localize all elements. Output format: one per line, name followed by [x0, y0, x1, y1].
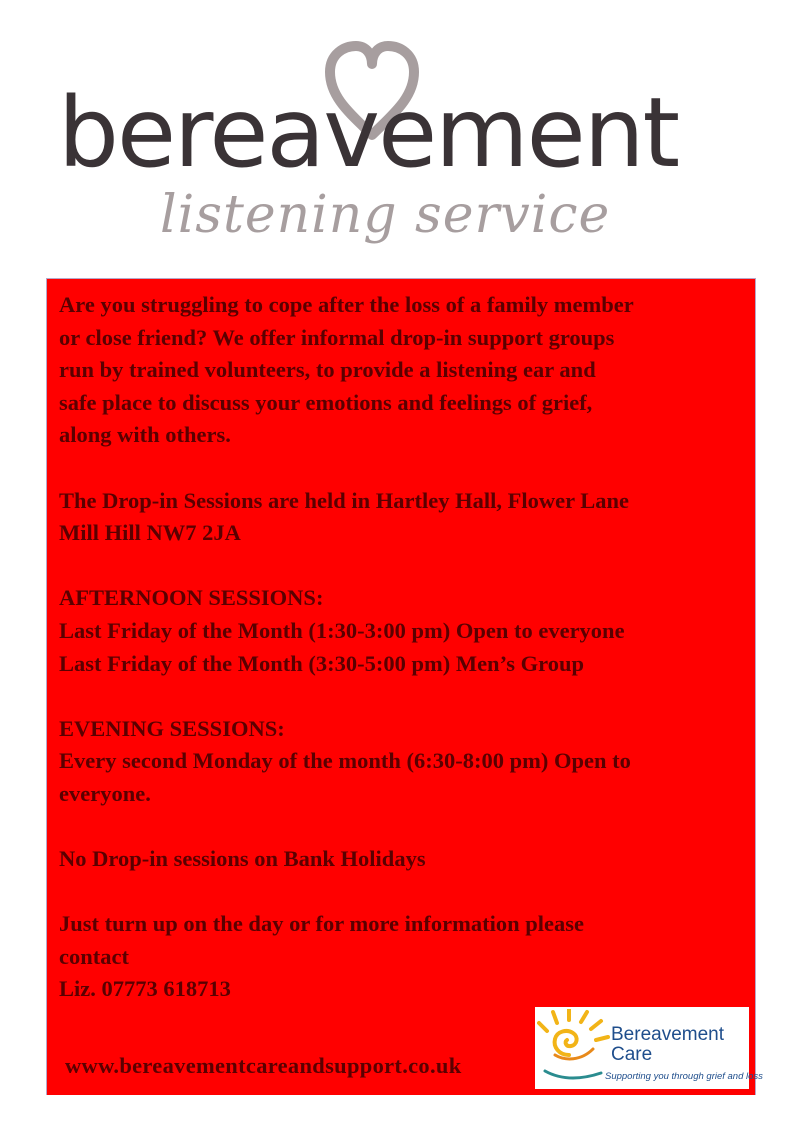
intro-line: run by trained volunteers, to provide a listening ear and: [59, 357, 596, 383]
venue-line: The Drop-in Sessions are held in Hartley Hall, Flower Lane: [59, 487, 630, 513]
evening-session: everyone.: [59, 780, 151, 806]
afternoon-session: Last Friday of the Month (1:30-3:00 pm) Open to everyone: [59, 617, 625, 643]
contact-line: Just turn up on the day or for more information please: [59, 911, 585, 937]
intro-line: safe place to discuss your emotions and feelings of grief,: [59, 389, 593, 415]
logo-name: Bereavement Care: [611, 1024, 725, 1065]
venue-line: Mill Hill NW7 2JA: [59, 520, 241, 546]
intro-line: along with others.: [59, 422, 231, 448]
sun-spiral-icon: [537, 1009, 611, 1069]
holiday-note: No Drop-in sessions on Bank Holidays: [59, 846, 426, 872]
contact-line: contact: [59, 943, 129, 969]
afternoon-session: Last Friday of the Month (3:30-5:00 pm) Men’s Group: [59, 650, 584, 676]
brand-wordmark: bereavement: [58, 77, 679, 189]
contact-phone: Liz. 07773 618713: [59, 976, 231, 1002]
logo-tagline: Supporting you through grief and loss: [605, 1071, 763, 1082]
intro-line: or close friend? We offer informal drop-in support groups: [59, 324, 615, 350]
bereavement-care-logo: [535, 1007, 763, 1089]
website-link[interactable]: www.bereavementcareandsupport.co.uk: [65, 1053, 462, 1078]
intro-line: Are you struggling to cope after the loss of a family member: [59, 292, 634, 317]
afternoon-heading: AFTERNOON SESSIONS:: [59, 585, 324, 611]
evening-session: Every second Monday of the month (6:30-8:00 pm) Open to: [59, 748, 631, 774]
header: [0, 0, 794, 270]
info-panel: [46, 278, 763, 1095]
evening-heading: EVENING SESSIONS:: [59, 715, 285, 741]
panel-copy: [59, 289, 749, 1006]
brand-tagline: listening service: [160, 185, 611, 245]
